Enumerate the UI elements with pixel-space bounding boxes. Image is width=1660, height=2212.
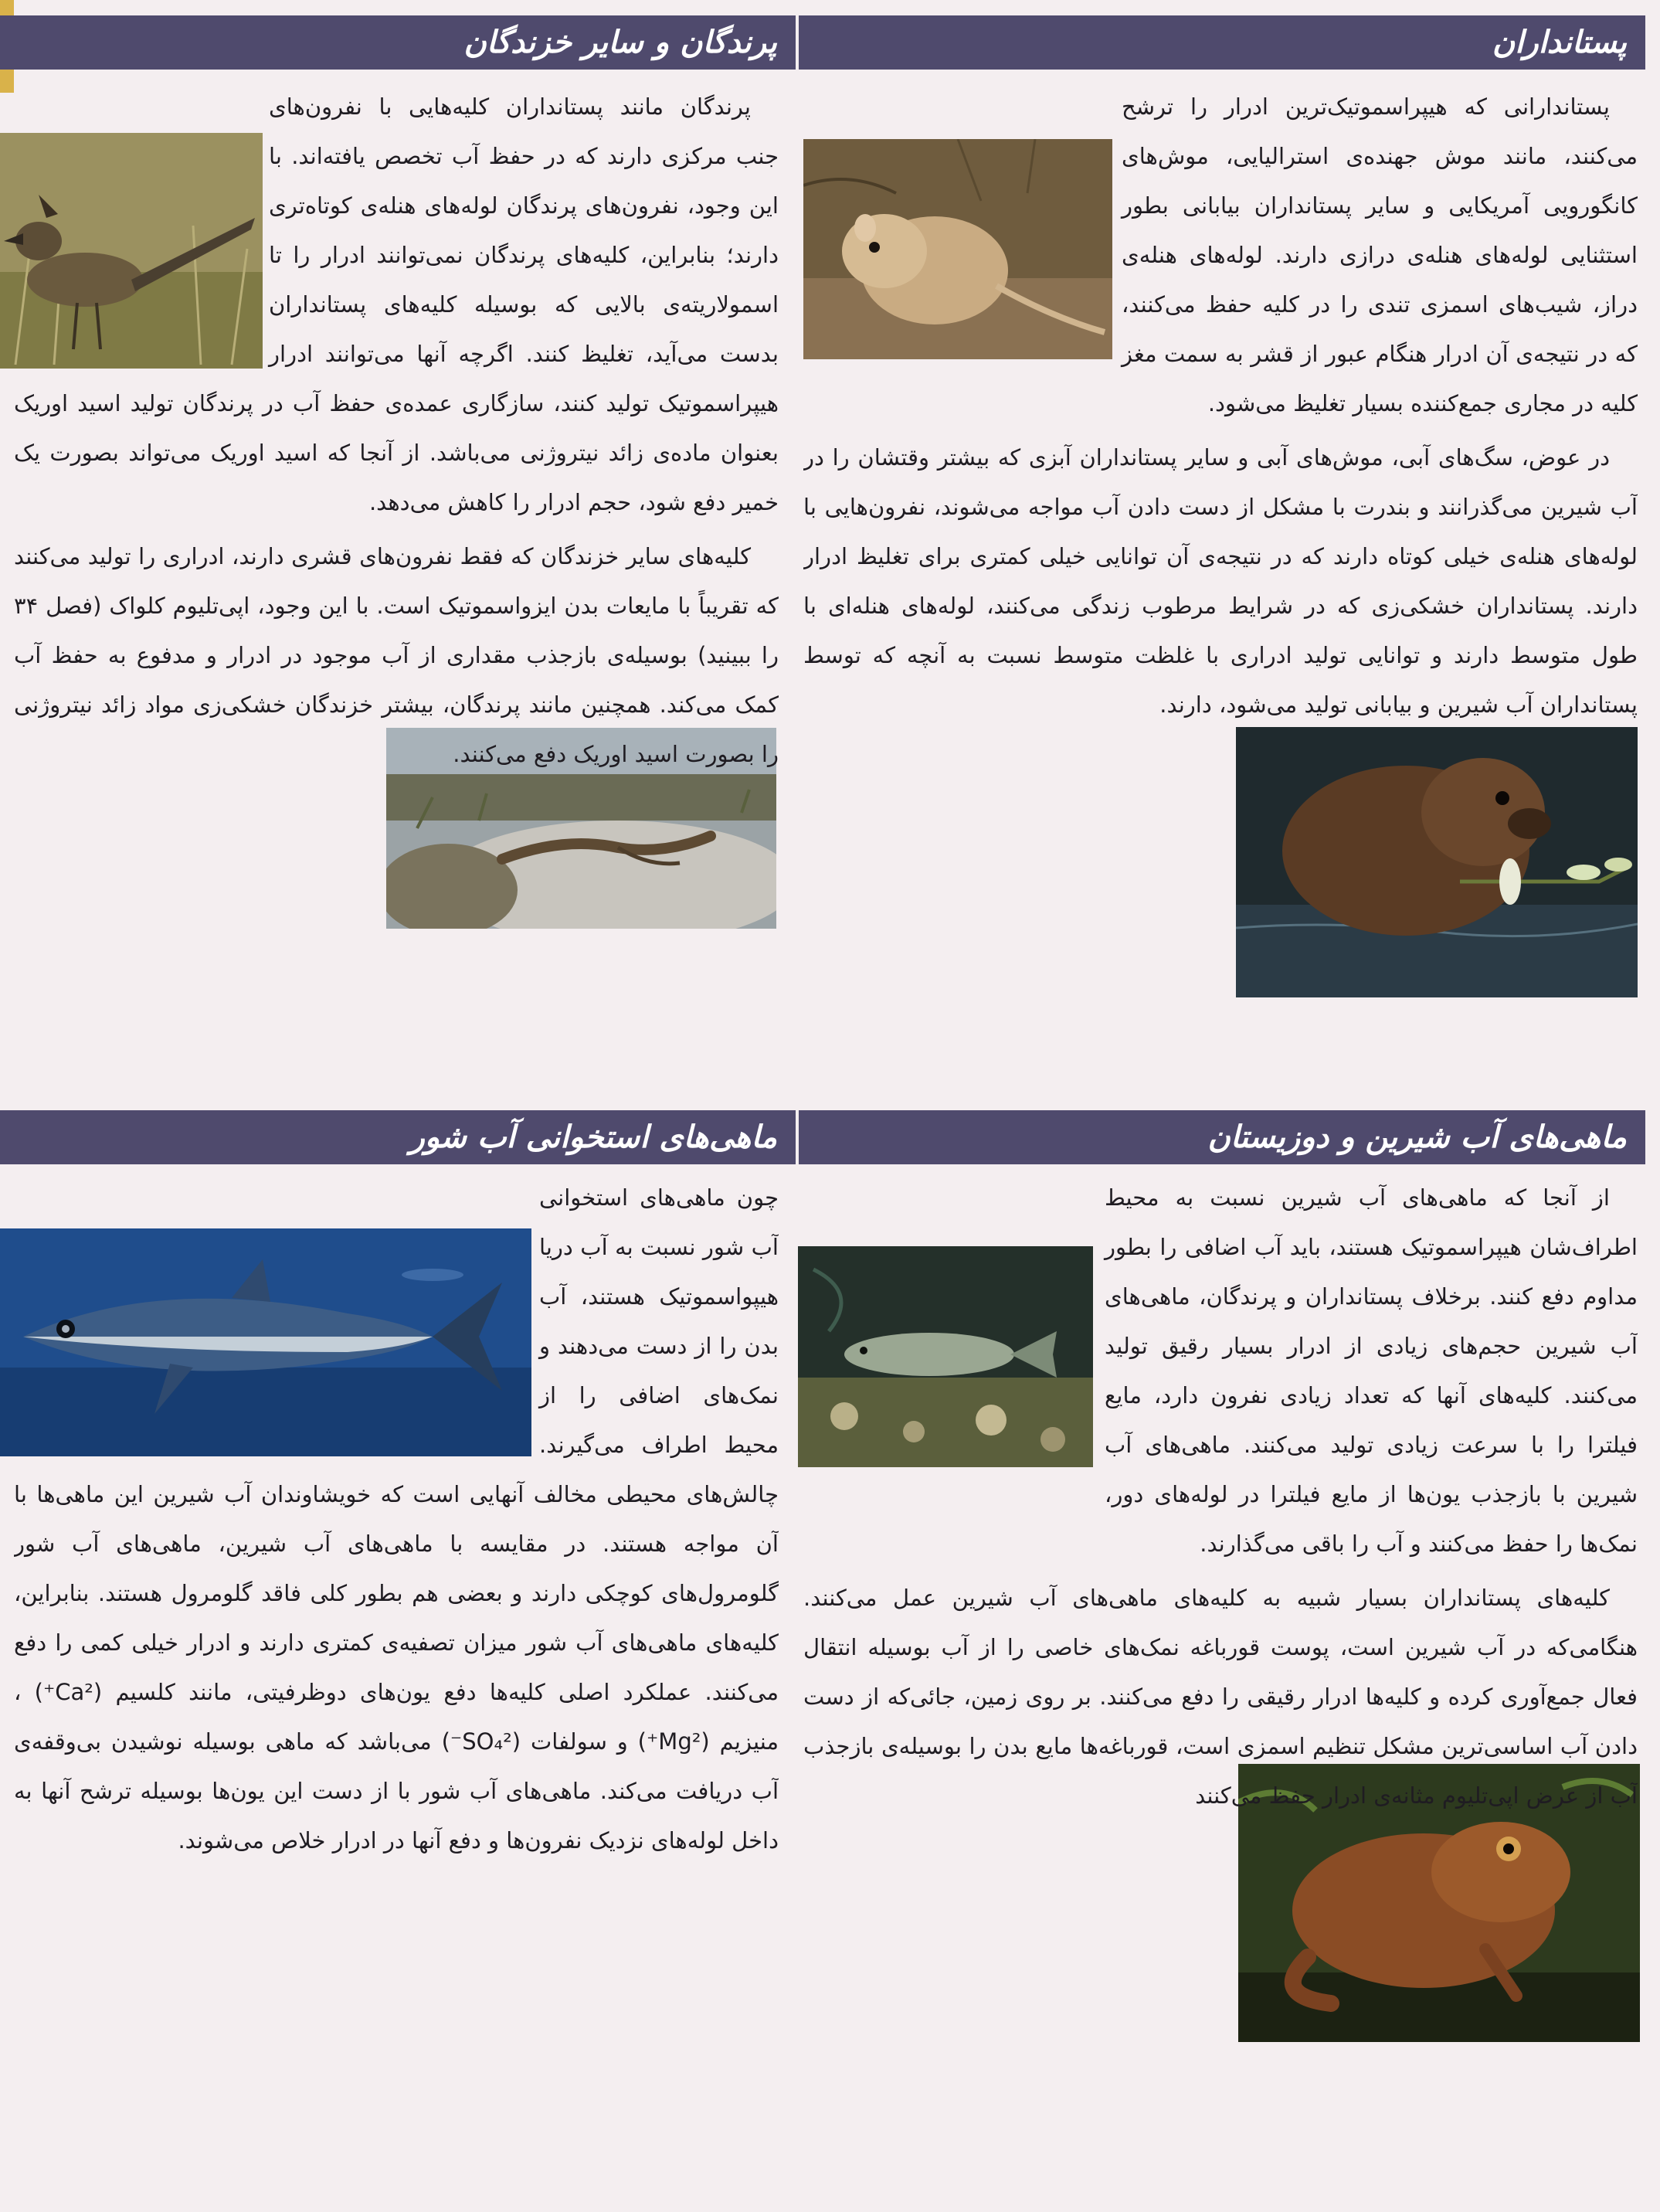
birds-text [14,82,779,1067]
birds-paragraph-2: کلیه‌های سایر خزندگان که فقط نفرون‌های قشری دارند، ادراری را تولید می‌کنند که تقریباً با مایعات بدن ایزواسموتیک است. با این وجود، اپی‌تلیوم کلواک (فصل ۳۴ را ببینید) بوسیله‌ی بازجذب مقداری از آب موجود در ادرار و مدفوع به حفظ آب کمک می‌کند. همچنین مانند پرندگان، بیشتر خزندگان خشکی‌زی مواد زائد نیتروژنی را بصورت اسید اوریک دفع می‌کنند. [14,543,779,767]
freshwater-text [803,1173,1638,2119]
freshwater-paragraph-2: کلیه‌های پستانداران بسیار شبیه به کلیه‌های ماهی‌های آب شیرین عمل می‌کنند. هنگامی‌که در آب شیرین است، پوست قورباغه نمک‌های خاصی را از آب بوسیله انتقال فعال جمع‌آوری کرده و کلیه‌ها ادرار رقیقی را دفع می‌کنند. بر روی زمین، جائی‌که از دست دادن آب اساسی‌ترین مشکل تنظیم اسمزی است، قورباغه‌ها مایع بدن را بوسیله‌ی بازجذب آب از عرض اپی‌تلیوم مثانه‌ی ادرار حفظ می‌کنند [803,1585,1638,1809]
mammals-paragraph-2: در عوض، سگ‌های آبی، موش‌های آبی و سایر پستانداران آبزی که بیشتر وقتشان را در آب شیرین می‌گذرانند و بندرت با مشکل از دست دادن آب مواجه می‌شوند، نفرون‌هایی با لوله‌های هنله‌ی خیلی کوتاه دارند که در نتیجه‌ی آن توانایی خیلی کمتری برای تغلیظ ادرار دارند. پستانداران خشکی‌زی که در شرایط مرطوب زندگی می‌کنند، لوله‌های هنله‌ای با طول متوسط دارند و توانایی تولید ادراری با غلظت متوسط نسبت به آنچه که توسط پستانداران آب شیرین و بیابانی تولید می‌شود، دارند. [803,444,1638,718]
header-marine [0,1110,796,1164]
marine-text [14,1173,779,2061]
freshwater-paragraph-1: از آنجا که ماهی‌های آب شیرین نسبت به محیط اطراف‌شان هیپراسموتیک هستند، باید آب اضافی را بطور مداوم دفع کنند. برخلاف پستانداران و پرندگان، ماهی‌های آب شیرین حجم‌های زیادی از ادرار بسیار رقیق تولید می‌کنند. کلیه‌های آنها که تعداد زیادی نفرون دارد، مایع فیلترا را با سرعت زیادی تولید می‌کنند. ماهی‌های آب شیرین با بازجذب یون‌ها از مایع فیلترا در لوله‌های دور، نمک‌ها را حفظ می‌کنند و آب را باقی می‌گذارند. [1105,1184,1638,1557]
header-mammals [799,15,1645,70]
header-freshwater-title: ماهی‌های آب شیرین و دوزیستان [1207,1120,1627,1155]
header-freshwater [799,1110,1645,1164]
mammals-photo-spacer [803,82,1122,375]
mammals-text [803,82,1638,1017]
header-birds [0,15,796,70]
marine-photo-spacer [14,1173,539,1466]
mammals-paragraph-1: پستاندارانی که هیپراسموتیک‌ترین ادرار را ترشح می‌کنند، مانند موش جهنده‌ی استرالیایی، موش‌های کانگورویی آمریکایی و سایر پستانداران بیابانی بطور استثنایی لوله‌های هنله‌ی درازی دارند. لوله‌های هنله‌ی دراز، شیب‌های اسمزی تندی را در کلیه حفظ می‌کنند، که در نتیجه‌ی آن ادرار هنگام عبور از قشر به سمت مغز کلیه در مجاری جمع‌کننده بسیار تغلیظ می‌شود. [1122,93,1638,416]
header-birds-title: پرندگان و سایر خزندگان [463,25,777,60]
birds-photo-spacer [14,82,269,375]
marine-paragraph-1: چون ماهی‌های استخوانی آب شور نسبت به آب دریا هیپواسموتیک هستند، آب بدن را از دست می‌دهند و نمک‌های اضافی را از محیط اطراف می‌گیرند. چالش‌های محیطی مخالف آنهایی است که خویشاوندان آب شیرین این ماهی‌ها با آن مواجه هستند. در مقایسه با ماهی‌های آب شیرین، ماهی‌های آب شور گلومرول‌های کوچکی دارند و بعضی هم بطور کلی فاقد گلومرول هستند. بنابراین، کلیه‌های ماهی‌های آب شور میزان تصفیه‌ی کمتری دارند و ادرار خیلی کمی را دفع می‌کنند. عملکرد اصلی کلیه‌ها دفع یون‌های دوظرفیتی، مانند کلسیم (Ca²⁺) ، منیزیم (Mg²⁺) و سولفات (SO₄²⁻) می‌باشد که ماهی بوسیله نوشیدن بی‌وقفه‌ی آب دریافت می‌کند. ماهی‌های آب شور با از دست این یون‌ها بوسیله ترشح آنها به داخل لوله‌های نزدیک نفرون‌ها و دفع آنها در ادرار خلاص می‌شوند. [14,1184,779,1854]
freshwater-photo-spacer [803,1173,1105,1470]
birds-paragraph-1: پرندگان مانند پستانداران کلیه‌هایی با نفرون‌های جنب مرکزی دارند که در حفظ آب تخصص یافته‌اند. با این وجود، نفرون‌های پرندگان لوله‌های هنله‌ی کوتاه‌تری دارند؛ بنابراین، کلیه‌های پرندگان نمی‌توانند ادرار را تا اسمولاریته‌ی بالایی که بوسیله کلیه‌های پستانداران بدست می‌آید، تغلیظ کنند. اگرچه آنها می‌توانند ادرار هیپراسموتیک تولید کنند، سازگاری عمده‌ی حفظ آب در پرندگان تولید اسید اوریک بعنوان ماده‌ی زائد نیتروژنی می‌باشد. از آنجا که اسید اوریک می‌تواند بصورت یک خمیر دفع شود، حجم ادرار را کاهش می‌دهد. [14,93,779,515]
header-marine-title: ماهی‌های استخوانی آب شور [409,1120,777,1155]
header-mammals-title: پستانداران [1492,25,1627,60]
